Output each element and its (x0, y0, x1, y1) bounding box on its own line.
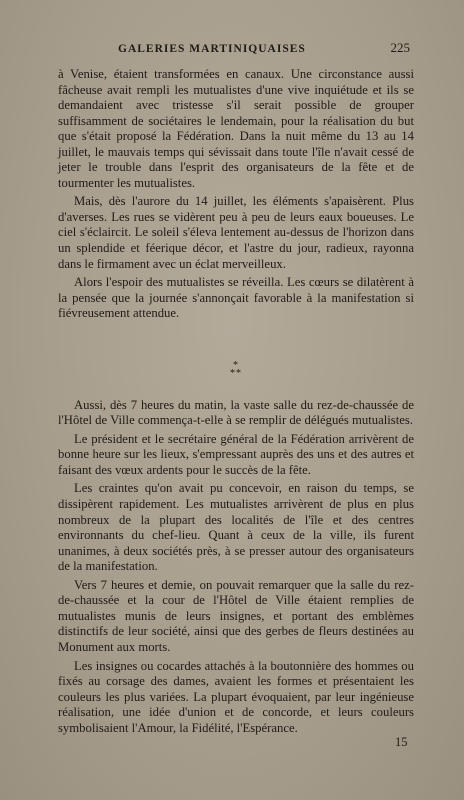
paragraph: Les craintes qu'on avait pu concevoir, en raison du temps, se dissipèrent rapidement. Les mutualistes arrivèrent de plus en plus nombreux de la plupart des localités de l'île et des centres environnants du chef-lieu. Quant à ceux de la ville, ils furent unanimes, à deux sociétés près, à se presser autour des organisateurs de la manifestation. (58, 481, 414, 574)
running-title: GALERIES MARTINIQUAISES (118, 43, 306, 55)
section-break-asterism (58, 359, 414, 379)
running-head (100, 40, 410, 56)
signature-mark: 15 (395, 735, 408, 749)
asterism-top: * (233, 359, 239, 371)
asterism-bottom: ** (230, 367, 242, 379)
paragraph: Les insignes ou cocardes attachés à la boutonnière des hommes ou fixés au corsage des dames, avaient les formes et présentaient les couleurs les plus variées. La plupart évoquaient, par leur ingénieuse réalisation, une idée d'union et de concorde, et leurs couleurs symbolisaient l'Amour, la Fidélité, l'Espérance. (58, 658, 414, 735)
paragraph: Vers 7 heures et demie, on pouvait remarquer que la salle du rez-de-chaussée et la cour de l'Hôtel de Ville étaient remplies de mutualistes munis de leurs insignes, et portant des emblèmes distinctifs de leur société, ainsi que des gerbes de fleurs destinées au Monument aux morts. (58, 577, 414, 654)
paragraph: Mais, dès l'aurore du 14 juillet, les éléments s'apaisèrent. Plus d'averses. Les rues se vidèrent peu à peu de leurs eaux boueuses. Le ciel s'éclaircit. Le soleil s'éleva lentement au-dessus de l'horizon dans un splendide et féerique décor, et l'astre du jour, radieux, rayonna dans le firmament avec un éclat merveilleux. (58, 194, 414, 271)
page-number: 225 (390, 40, 410, 55)
paragraph: à Venise, étaient transformées en canaux. Une circonstance aussi fâcheuse avait rempli les mutualistes d'une vive inquiétude et ils se demandaient avec tristesse s'il serait possible de grouper suffisamment de sociétaires le lendemain, pour la réalisation du but que s'était proposé la Fédération. Dans la nuit même du 13 au 14 juillet, le mauvais temps qui sévissait dans toute l'île n'avait cessé de jeter le trouble dans l'esprit des organisateurs de la fête et de tourmenter les mutualistes. (58, 67, 414, 190)
paragraph: Alors l'espoir des mutualistes se réveilla. Les cœurs se dilatèrent à la pensée que la journée s'annonçait favorable à la manifestation si fiévreusement attendue. (58, 275, 414, 321)
body-text (58, 67, 414, 739)
paragraph: Le président et le secrétaire général de la Fédération arrivèrent de bonne heure sur les lieux, s'empressant auprès des uns et des autres et faisant des vœux ardents pour le succès de la fête. (58, 431, 414, 477)
paragraph: Aussi, dès 7 heures du matin, la vaste salle du rez-de-chaussée de l'Hôtel de Ville commença-t-elle à se remplir de délégués mutualistes. (58, 397, 414, 428)
